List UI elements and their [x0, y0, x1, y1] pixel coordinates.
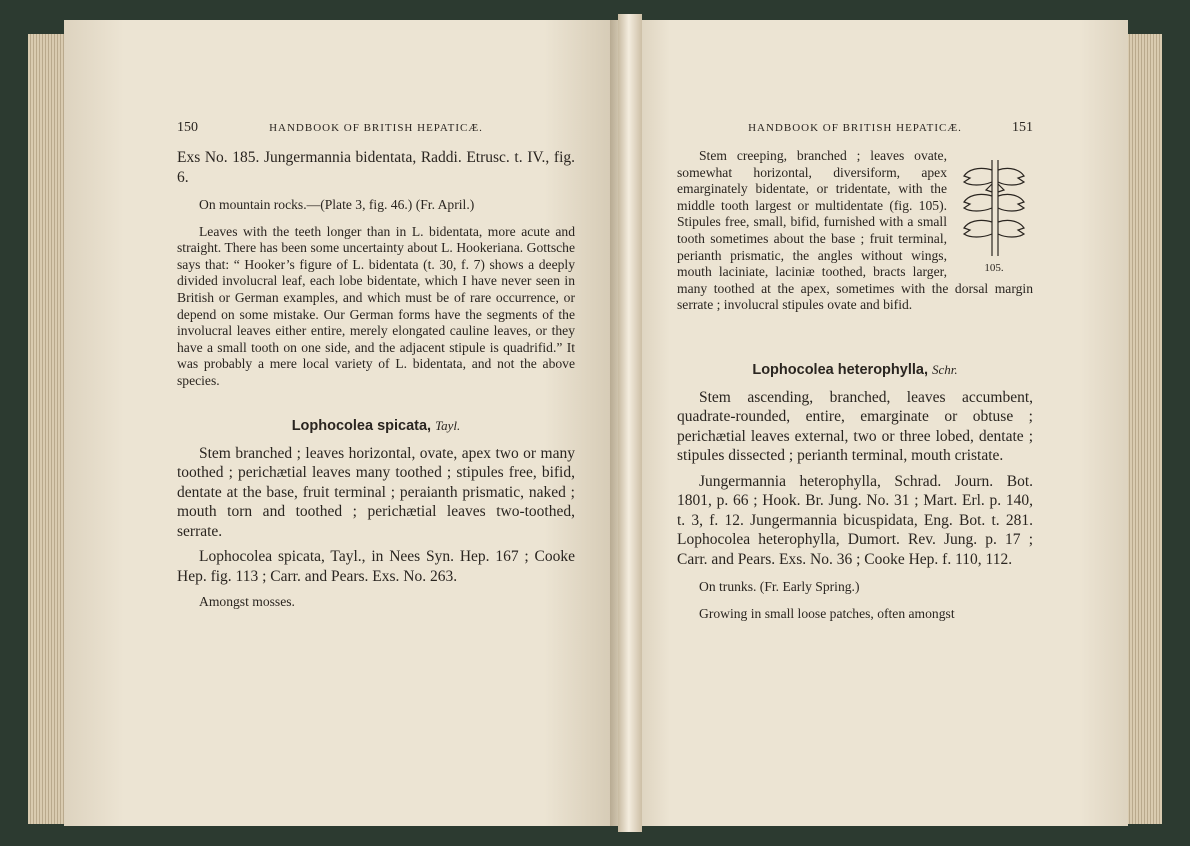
left-paragraph-3: Leaves with the teeth longer than in L. bidentata, more acute and straight. There has been some uncertainty about L. Hookeriana. Gottsche says that: “ Hooker’s figure of L. bidentata (t. 30, f. 7) shows a deeply divided involucral leaf, each lobe bidentate, which I have never seen in British or German examples, and which must be of rare occurrence, or depend on some mistake. Our German forms have the segments of the involucral leaves either entire, merely elongated cauline leaves, or they have a small tooth on one side, and the adjacent stipule is quadrifid.” It was probably a mere local variety of L. bidentata, and not the above species. — [177, 223, 575, 388]
left-running-title: HANDBOOK OF BRITISH HEPATICÆ. — [269, 122, 483, 134]
left-paragraph-2: On mountain rocks.—(Plate 3, fig. 46.) (Fr. April.) — [199, 197, 475, 212]
right-paragraph-1: Stem creeping, branched ; leaves ovate, somewhat horizontal, diversiform, apex emarginately bidentate, or tridentate, with the middle tooth largest or multidentate (fig. 105). Stipules free, small, bifid, furnished with a small tooth sometimes about the base ; fruit terminal, perianth prismatic, the angles without wings, mouth laciniate, laciniæ toothed, bracts larger, many toothed at the apex, sometimes with the dorsal margin serrate ; involucral stipules ovate and bifid. — [677, 148, 1033, 313]
left-page-edges — [28, 34, 68, 824]
book-gutter — [618, 14, 642, 832]
right-paragraph-4: On trunks. (Fr. Early Spring.) — [699, 579, 860, 595]
figure-105 — [955, 156, 1033, 278]
left-paragraph-6: Amongst mosses. — [199, 594, 295, 610]
right-running-title: HANDBOOK OF BRITISH HEPATICÆ. — [748, 122, 962, 134]
right-page-text — [677, 122, 1033, 623]
right-page-number: 151 — [1012, 120, 1033, 135]
left-paragraph-1: Exs No. 185. Jungermannia bidentata, Raddi. Etrusc. t. IV., fig. 6. — [177, 149, 575, 186]
right-paragraph-2: Stem ascending, branched, leaves accumbent, quadrate-rounded, entire, emarginate or obtuse ; perichætial leaves external, two or three lobed, dentate ; stipules dissected ; perianth terminal, mouth cristate. — [677, 388, 1033, 465]
right-running-head — [677, 122, 1033, 142]
right-section-author: Schr. — [932, 361, 958, 377]
right-paragraph-3: Jungermannia heterophylla, Schrad. Journ. Bot. 1801, p. 66 ; Hook. Br. Jung. No. 31 ; Mart. Erl. p. 140, t. 3, f. 12. Jungermannia bicuspidata, Eng. Bot. t. 281. Lophocolea heterophylla, Dumort. Rev. Jung. p. 17 ; Carr. and Pears. Exs. No. 36 ; Cooke Hep. f. 110, 112. — [677, 472, 1033, 568]
left-section-title: Lophocolea spicata, — [291, 417, 432, 434]
left-section-heading — [177, 418, 575, 434]
left-section-author: Tayl. — [435, 417, 461, 433]
right-section-heading — [677, 362, 1033, 378]
left-page-number: 150 — [177, 120, 198, 135]
left-page-text — [177, 122, 575, 611]
right-paragraph-5: Growing in small loose patches, often amongst — [699, 606, 955, 622]
figure-105-label: 105. — [984, 262, 1004, 274]
liverwort-stem-illustration — [958, 156, 1030, 262]
left-paragraph-4: Stem branched ; leaves horizontal, ovate, apex two or many toothed ; perichætial leaves many toothed ; stipules free, bifid, dentate at the base, fruit terminal ; peraianth prismatic, naked ; mouth torn and toothed ; perichætial leaves two-toothed, serrate. — [177, 444, 575, 540]
left-paragraph-5: Lophocolea spicata, Tayl., in Nees Syn. Hep. 167 ; Cooke Hep. fig. 113 ; Carr. and Pears. Exs. No. 263. — [177, 548, 575, 585]
right-section-title: Lophocolea heterophylla, — [752, 361, 928, 378]
left-running-head — [177, 122, 575, 142]
right-page-edges — [1126, 34, 1162, 824]
